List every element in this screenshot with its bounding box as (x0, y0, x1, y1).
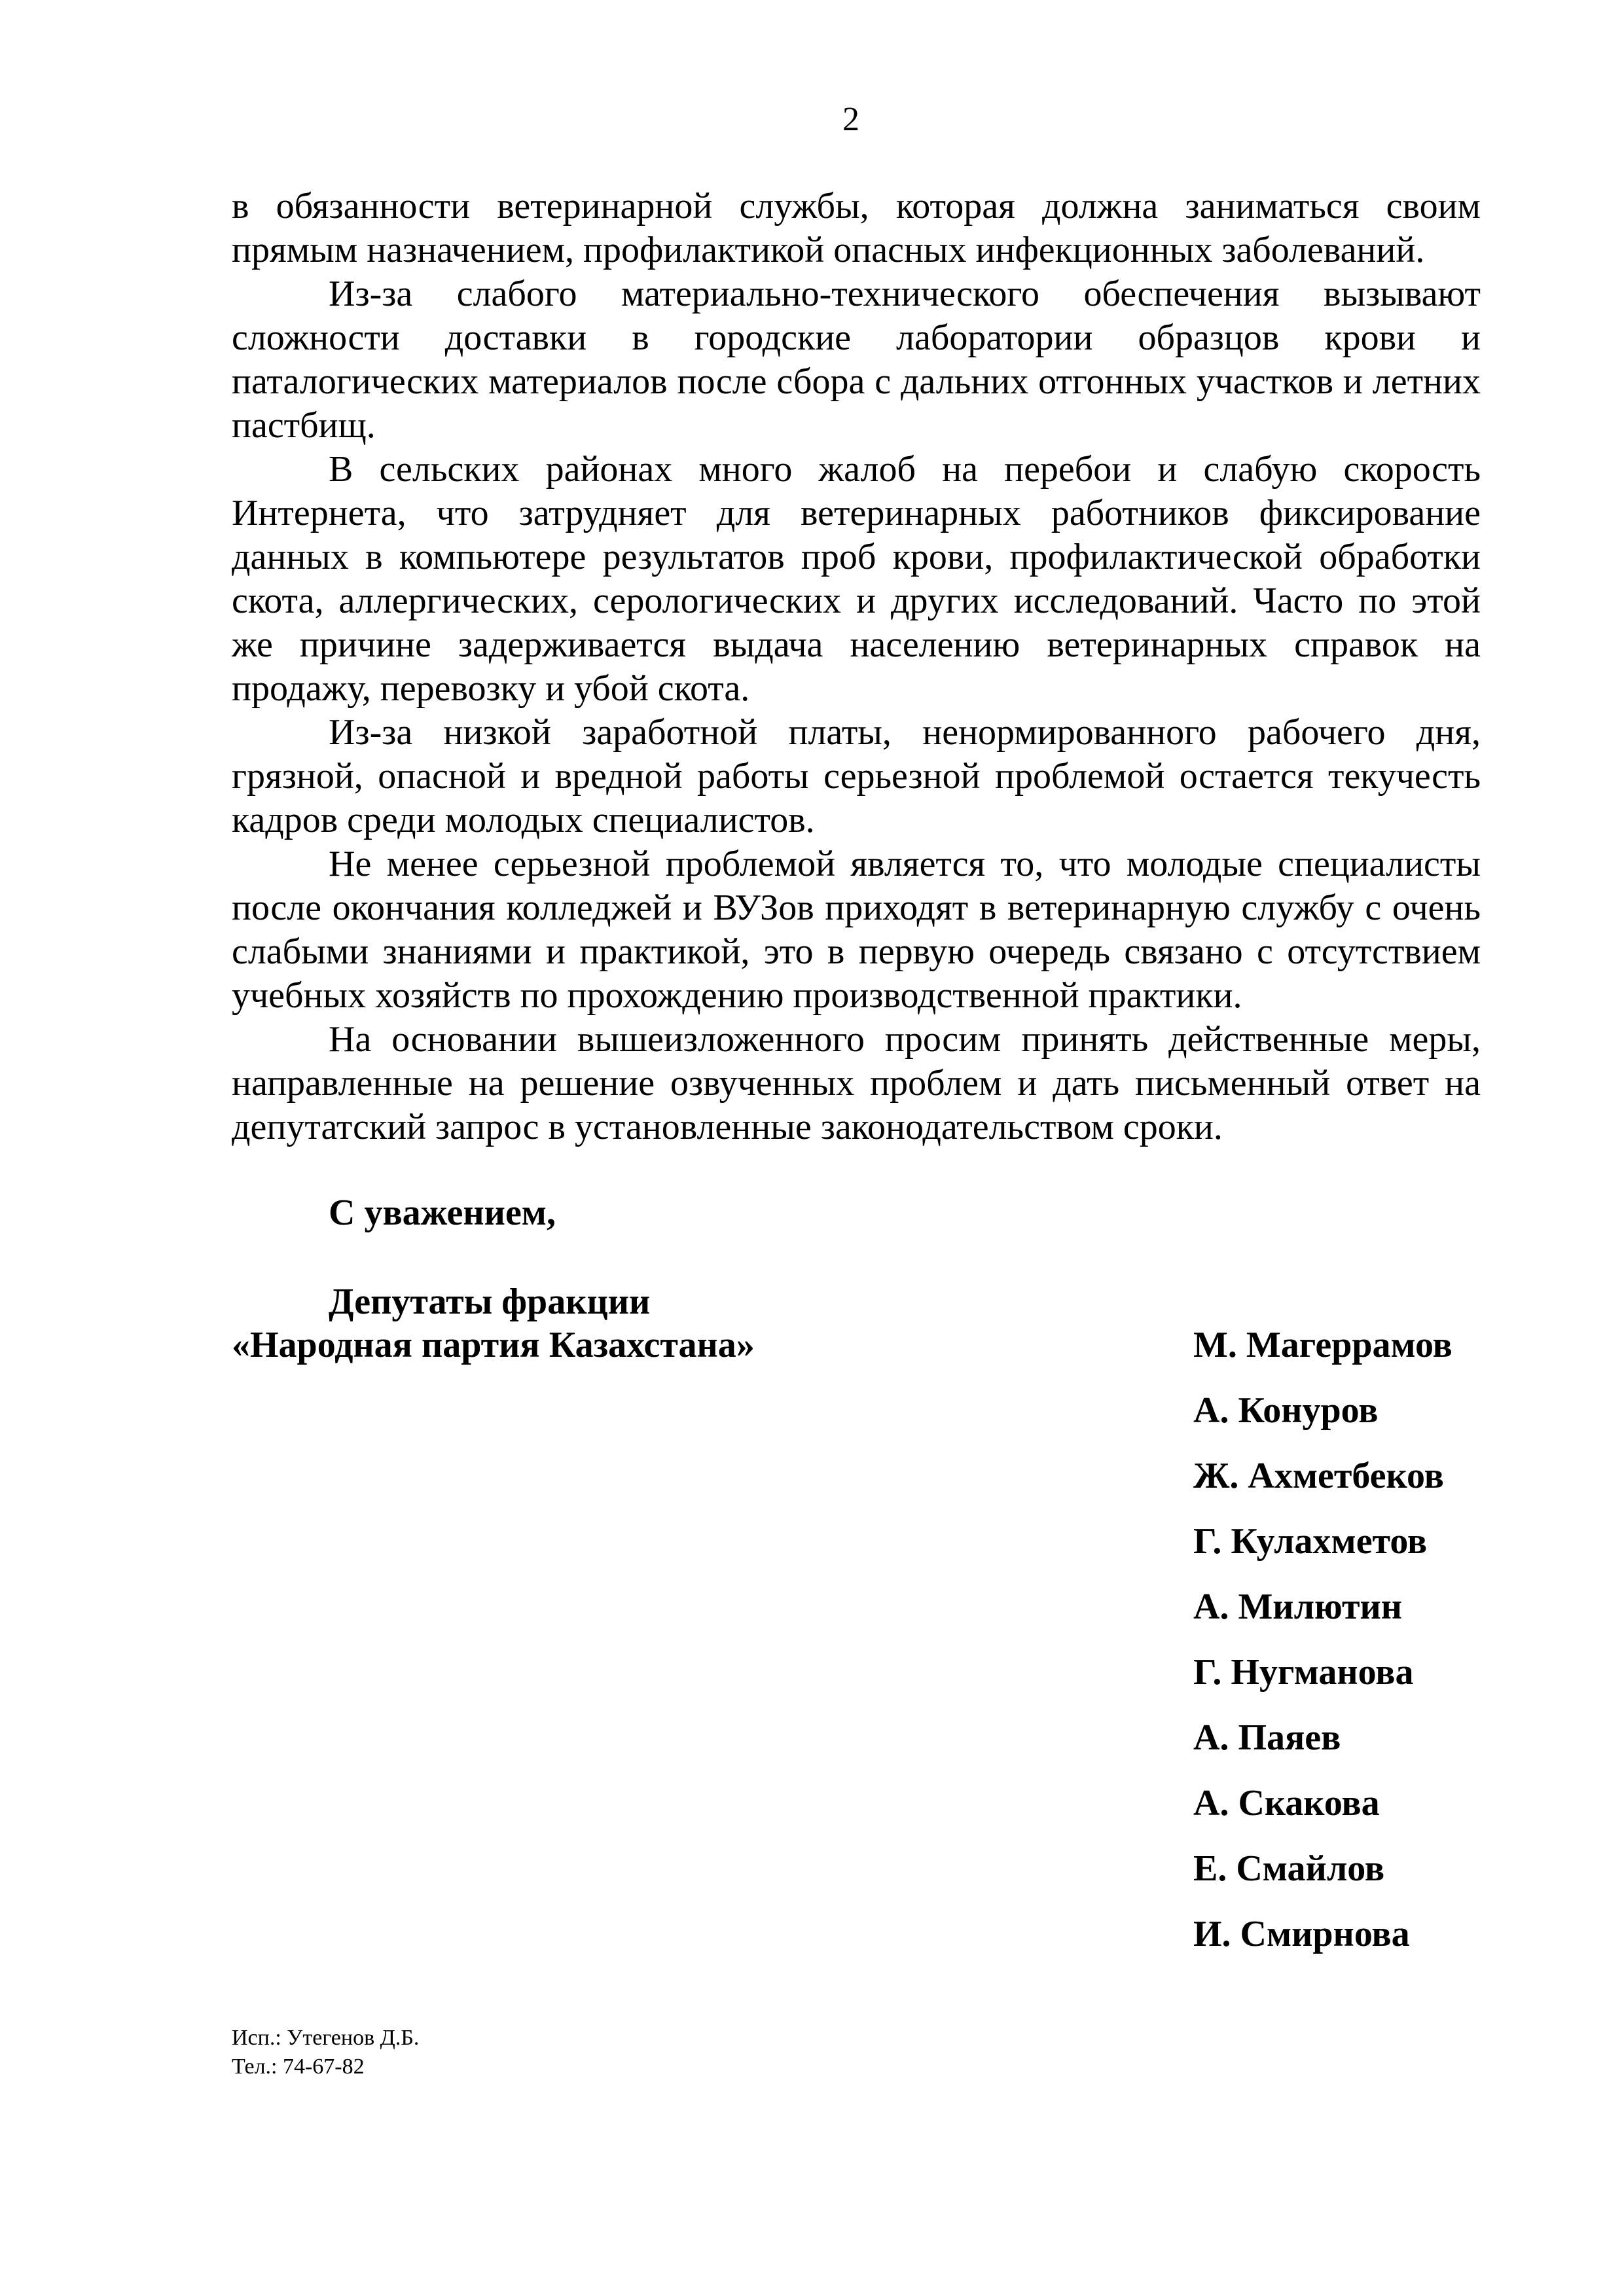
signer-list (1193, 1322, 1453, 1977)
faction-title-line1: Депутаты фракции (329, 1282, 651, 1322)
signer-name: М. Магеррамов (1193, 1325, 1453, 1365)
signer-name: И. Смирнова (1193, 1914, 1410, 1954)
signer-name: А. Скакова (1193, 1783, 1380, 1823)
signer-name: А. Конуров (1193, 1390, 1379, 1431)
paragraph-staff-turnover: Из-за низкой заработной платы, ненормированного рабочего дня, грязной, опасной и вредной работы серьезной проблемой остается текучесть кадров среди молодых специалистов. (232, 712, 1481, 840)
paragraph-internet: В сельских районах много жалоб на перебои и слабую скорость Интернета, что затрудняет для ветеринарных работников фиксирование данных в компьютере результатов проб крови, профилактической обработки скота, аллергических, серологических и других исследований. Часто по этой же причине задерживается выдача населению ветеринарных справок на продажу, перевозку и убой скота. (232, 449, 1481, 709)
paragraph-request: На основании вышеизложенного просим принять действенные меры, направленные на решение озвученных проблем и дать письменный ответ на депутатский запрос в установленные законодательством сроки. (232, 1019, 1481, 1147)
executor-line: Исп.: Утегенов Д.Б. (232, 2026, 420, 2050)
letter-body (232, 185, 1481, 1149)
signer-name: Г. Нугманова (1193, 1652, 1414, 1693)
phone-line: Тел.: 74-67-82 (232, 2054, 365, 2079)
footer-contact (232, 2024, 419, 2081)
signer-name: Г. Кулахметов (1193, 1521, 1428, 1562)
signer-name: А. Паяев (1193, 1717, 1341, 1758)
paragraph-continuation: в обязанности ветеринарной службы, которая должна заниматься своим прямым назначением, профилактикой опасных инфекционных заболеваний. (232, 186, 1481, 270)
paragraph-logistics: Из-за слабого материально-технического обеспечения вызывают сложности доставки в городские лаборатории образцов крови и паталогических материалов после сбора с дальних отгонных участков и летних пастбищ. (232, 274, 1481, 446)
closing-salutation: С уважением, (329, 1193, 556, 1233)
faction-title-line2: «Народная партия Казахстана» (232, 1325, 755, 1365)
signer-name: Е. Смайлов (1193, 1848, 1385, 1889)
paragraph-young-specialists: Не менее серьезной проблемой является то, что молодые специалисты после окончания колледжей и ВУЗов приходят в ветеринарную службу с очень слабыми знаниями и практикой, это в первую очередь связано с отсутствием учебных хозяйств по прохождению производственной практики. (232, 844, 1481, 1016)
page-number: 2 (842, 101, 859, 138)
signer-name: А. Милютин (1193, 1587, 1403, 1627)
signer-name: Ж. Ахметбеков (1193, 1456, 1444, 1496)
